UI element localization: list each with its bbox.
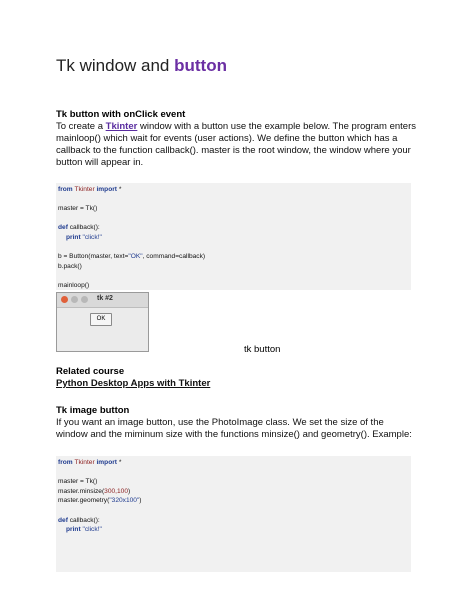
code-string: "OK" (128, 253, 143, 261)
code-keyword: import (94, 459, 119, 466)
code-blank-line (58, 468, 411, 478)
minimize-icon (71, 296, 78, 303)
code-blank-line (58, 271, 411, 281)
code-blank-line (58, 243, 411, 253)
code-line (58, 516, 411, 526)
code-text: * (118, 459, 122, 466)
section-paragraph-button (56, 121, 418, 169)
related-course-heading: Related course (56, 366, 125, 377)
code-line: master = Tk() (58, 205, 98, 213)
code-string: "320x100" (109, 497, 140, 505)
code-text: * (118, 186, 122, 193)
code-text: master.minsize( (58, 487, 105, 495)
code-line (58, 525, 411, 535)
section-paragraph-image-button: If you want an image button, use the PhotoImage class. We set the size of the window and the miminum size with the functions minsize() and geometry(). Example: (56, 417, 412, 440)
code-module: Tkinter (74, 186, 95, 193)
code-line: master = Tk() (58, 478, 98, 486)
code-line (58, 252, 411, 262)
code-blank-line (58, 214, 411, 224)
code-text: ) (139, 497, 142, 505)
code-line (58, 496, 411, 506)
code-keyword: def (58, 516, 68, 524)
image-caption: tk button (244, 344, 281, 355)
code-line: b.pack() (58, 262, 82, 270)
code-string: "click!" (80, 233, 102, 241)
code-keyword: from (58, 186, 75, 193)
code-line (58, 185, 411, 195)
code-number: 300,100 (104, 487, 129, 495)
code-string: "click!" (80, 526, 102, 534)
code-line (58, 233, 411, 243)
code-text: , command=callback) (142, 253, 206, 261)
code-text: master.geometry( (58, 497, 110, 505)
code-text: b = Button(master, text= (58, 253, 129, 261)
code-keyword: print (66, 526, 81, 534)
title-prefix: Tk window and (56, 56, 175, 75)
title-keyword: button (174, 56, 227, 75)
code-line (58, 223, 411, 233)
code-blank-line (58, 506, 411, 516)
code-keyword: from (58, 459, 75, 466)
tk-ok-button[interactable]: OK (90, 313, 112, 326)
code-keyword: import (94, 186, 119, 193)
code-module: Tkinter (74, 459, 95, 466)
maximize-icon (81, 296, 88, 303)
tk-window-title: tk #2 (97, 295, 113, 302)
code-text: ) (128, 487, 131, 495)
code-line (58, 487, 411, 497)
tk-titlebar (57, 293, 148, 308)
code-text: callback(): (67, 224, 100, 232)
section-heading-button: Tk button with onClick event (56, 109, 186, 120)
section-heading-image-button: Tk image button (56, 405, 130, 416)
code-text: callback(): (67, 516, 100, 524)
para-text-start: To create a (56, 121, 106, 132)
tk-window-screenshot (56, 292, 149, 352)
code-line: mainloop() (58, 281, 90, 289)
code-block-image-button (56, 456, 411, 572)
page-title (56, 56, 227, 76)
para-text-end: window with a button use the example below. The program enters mainloop() which wait for events (user actions). We define the button which has a callback to the function callback(). master is the root window, the window where your button will appear in. (56, 121, 416, 168)
code-blank-line (58, 195, 411, 205)
code-keyword: print (66, 233, 81, 241)
code-keyword: def (58, 224, 68, 232)
code-line (58, 458, 411, 468)
code-block-button (56, 183, 411, 290)
close-icon (61, 296, 68, 303)
related-course-link[interactable]: Python Desktop Apps with Tkinter (56, 378, 211, 389)
tkinter-link[interactable]: Tkinter (105, 121, 138, 132)
